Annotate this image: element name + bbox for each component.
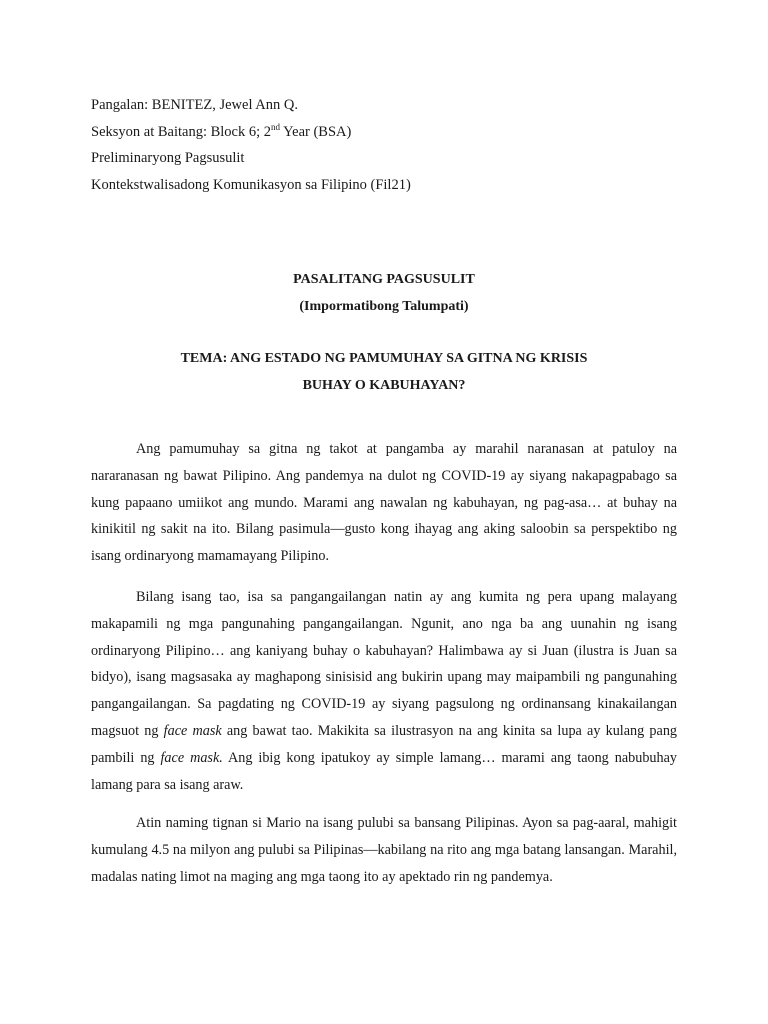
title-main: PASALITANG PAGSUSULIT [293, 272, 475, 287]
theme-line-2: BUHAY O KABUHAYAN? [302, 378, 466, 393]
document-title [0, 266, 768, 320]
section-line: Seksyon at Baitang: Block 6; 2nd Year (BSA) [91, 121, 352, 140]
face-mask-term: face mask [163, 722, 222, 739]
paragraph-1-text: Ang pamumuhay sa gitna ng takot at pangamba ay marahil naranasan at patuloy na nararanasan ng bawat Pilipino. Ang pandemya na dulot ng COVID-19 ay siyang nakapagpabago sa kung papaano umiikot ang mundo. Marami ang nawalan ng kabuhayan, ng pag-asa… at buhay na kinikitil ng sakit na ito. Bilang pasimula—gusto kong ihayag ang aking saloobin sa perspektibo ng isang ordinaryong mamamayang Pilipino. [91, 441, 677, 565]
face-mask-term: face mask. [160, 749, 223, 766]
course-line: Kontekstwalisadong Komunikasyon sa Filipino (Fil21) [91, 176, 411, 193]
paragraph-2-text: Bilang isang tao, isa sa pangangailangan natin ay ang kumita ng pera upang malayang makapamili ng mga pangunahing pangangailangan. Ngunit, ano nga ba ang uunahin ng isang ordinaryong Pilipino… ang kaniyang buhay o kabuhayan? Halimbawa ay si Juan (ilustra is Juan sa bidyo), isang magsasaka ay maghapong sinisisid ang bukirin upang may maipambili ng pangunahing pangangailangan. Sa pagdating ng COVID-19 ay siyang pagsulong ng ordinansang kinakailangan magsuot ng face mask ang bawat tao. Makikita sa ilustrasyon na ang kinita sa lupa ay kulang pang pambili ng face mask. Ang ibig kong ipatukoy ay simple lamang… marami ang taong nabubuhay lamang para sa isang araw. [91, 589, 678, 793]
exam-type-line: Preliminaryong Pagsusulit [91, 150, 245, 166]
paragraph-3-text: Atin naming tignan si Mario na isang pulubi sa bansang Pilipinas. Ayon sa pag-aaral, mahigit kumulang 4.5 na milyon ang pulubi sa Pilipinas—kabilang na rito ang mga batang lansangan. Marahil, madalas nating limot na maging ang mga taong ito ay apektado rin ng pandemya. [91, 815, 677, 885]
student-header [91, 92, 411, 198]
theme-heading [0, 345, 768, 399]
name-line: Pangalan: BENITEZ, Jewel Ann Q. [91, 97, 298, 113]
paragraph-3 [91, 810, 677, 890]
title-sub: (Impormatibong Talumpati) [299, 299, 469, 314]
paragraph-1 [91, 436, 677, 570]
theme-line-1: TEMA: ANG ESTADO NG PAMUMUHAY SA GITNA NG KRISIS [180, 351, 588, 366]
paragraph-2 [91, 584, 677, 798]
